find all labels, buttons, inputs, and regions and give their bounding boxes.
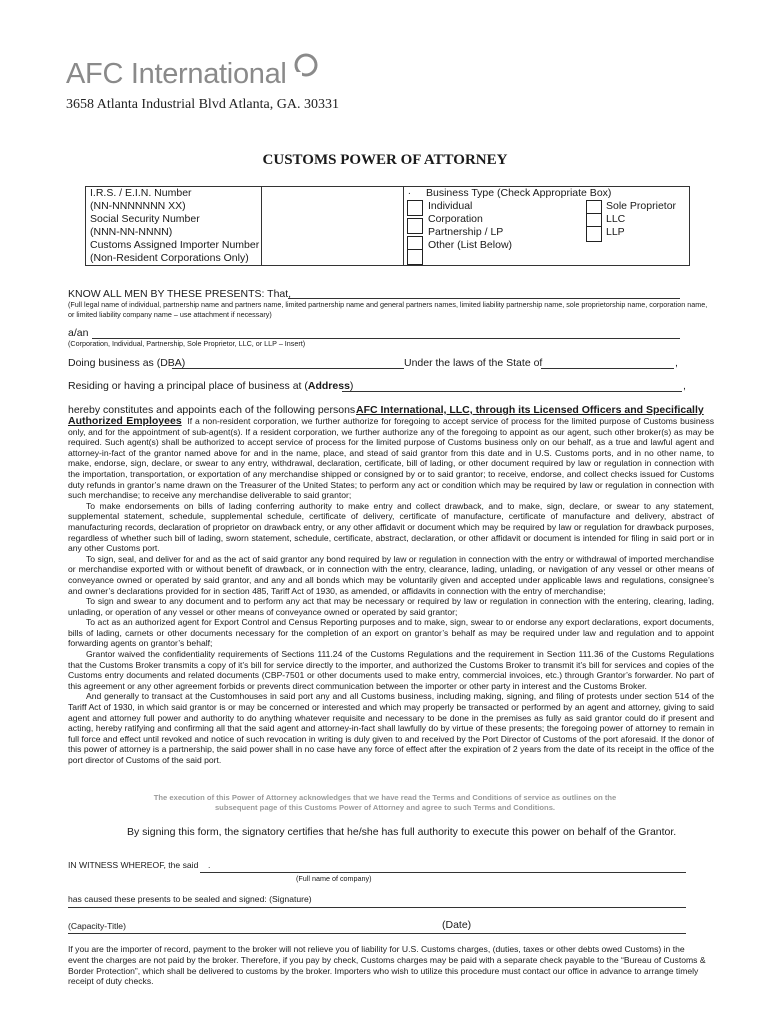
address-label-start: Residing or having a principal place of business at ( [68, 380, 308, 392]
authority-para-3: To sign, seal, and deliver for and as the act of said grantor any bond required by law or regulation in connection with the entry or withdrawal of imported merchandise or merchandise exported with or without benefit of drawback, or in connection with the entry, clearance, lading, unlading, or navigation of any vessel or other means of conveyance owned or operated by said grantor, and any and all bonds which may be voluntarily given and accepted under applicable laws and regulations, consignee’s and owner’s declarations provided for in section 485, Tariff Act of 1930, as amended, or affidavits in connection with the entry of merchandise; [68, 553, 714, 596]
authority-para-1: If a non-resident corporation, we further authorize for foregoing to accept service of process for the limited purpose of Customs business only, and for the appointment of sub-agent(s). If a resident corporation, we further authorize any of the foregoing to appoint as our agent, such other broker(s) as may be required. Such agent(s) shall be authorized to accept service of process for the limited purpose of Customs business only on our behalf, as a true and lawful agent and attorney-in-fact of the grantor named above for and in the name, place, and stead of said grantor from this date and in U.S. Customs ports, and in no other name, to make, endorse, sign, declare, or swear to any entry, withdrawal, declaration, certificate, bill of lading, or other document required by law or regulation in connection with the importation, transportation, or exportation of any merchandise shipped or consigned by or to said grantor; to receive, endorse, and collect checks issued for Customs duty refunds in grantor’s name drawn on the Treasurer of the United States; to perform any act or condition which may be required by law or regulation in connection with such merchandise; to receive any merchandise deliverable to said grantor; [68, 416, 714, 501]
sole-proprietor-label: Sole Proprietor [606, 200, 677, 212]
business-type-heading: Business Type (Check Appropriate Box) [426, 187, 612, 199]
signatory-statement: By signing this form, the signatory certifies that he/she has full authority to execute this power on behalf of the Grantor. [127, 826, 677, 838]
id-numbers-cell [86, 187, 262, 265]
company-logo-text: AFC International [66, 58, 287, 90]
llp-checkbox[interactable] [586, 226, 602, 242]
partnership-label: Partnership / LP [428, 226, 504, 238]
corporation-checkbox[interactable] [407, 218, 423, 234]
authority-para-2: To make endorsements on bills of lading conferring authority to make entry and collect drawback, and to make, sign, declare, or swear to any statement, supplemental statement, schedule, supplemental schedule, certificate of delivery, certificate of manufacture, certificate of manufacture and delivery, abstract of manufacturing records, declaration of proprietor on drawback entry, or any other affidavit or document which may be required by law or regulation for drawback purposes, regardless of whether such bill of lading, sworn statement, schedule, certificate, abstract, declaration, or other affidavit or document is intended for filing in said port or in any other Customs port. [68, 500, 714, 554]
business-type-list [428, 200, 512, 252]
appoints-lead: hereby constitutes and appoints each of the following persons [68, 404, 356, 416]
signature-field[interactable] [68, 907, 686, 908]
llp-label: LLP [606, 226, 625, 238]
address-field[interactable] [342, 391, 682, 392]
authority-body [68, 416, 714, 766]
dot-mark: . [408, 186, 411, 197]
state-laws-label: Under the laws of the State of [404, 357, 543, 369]
authority-para-6: Grantor waived the confidentiality requirements of Sections 111.24 of the Customs Regulations and the requirement in Section 111.36 of the Customs Regulations that the Customs Broker transmits a copy of it’s bill for service directly to the importer, and authorized the Customs Broker to transmit it’s bill for services and copies of the Customs entry documents and related documents (CBP-7501 or other documents used to make entry, commercial invoices, etc.) through Grantor’s forwarder. No part of this agreement or any other agreement forbids or prevents direct communication between the importer or other party in interest and the Customs Broker. [68, 649, 714, 691]
authority-para-7: And generally to transact at the Customhouses in said port any and all Customs business, including making, signing, and filing of protests under section 514 of the Tariff Act of 1930, in which said grantor is or may be concerned or interested and which may properly be transacted or performed by an agent and attorney, giving to said agent and attorney full power and authority to do anything whatever requisite and necessary to be done in the premises as fully as said grantor could do if present and acting, hereby ratifying and confirming all that the said agent and attorney-in-fact shall lawfully do by virtue of these presents; the foregoing power of attorney to remain in full force and effect until revoked and notice of such revocation in writing is duly given to and received by the Port Director of Customs of the port aforesaid. If the donor of this power of attorney is a partnership, the said power shall in no case have any force of effect after the expiration of 2 years from the date of its receipt in the office of the port director of Customs of the said port. [68, 691, 714, 765]
terms-note-line-2: subsequent page of this Customs Power of Attorney and agree to such Terms and Conditions. [214, 803, 556, 812]
dba-label: Doing business as (DBA) [68, 357, 186, 369]
witness-label: IN WITNESS WHEREOF, the said [68, 860, 199, 870]
entity-type-note: (Corporation, Individual, Partnership, Sole Proprietor, LLC, or LLP – Insert) [68, 339, 306, 348]
authority-para-4: To sign and swear to any document and to perform any act that may be necessary or required by law or regulation in connection with the entering, clearing, lading, unlading, or operation of any vessel or other means of conveyance owned or operated by said grantor; [68, 596, 714, 617]
id-number-entry-field[interactable] [262, 187, 404, 265]
comma-mark: , [675, 357, 678, 369]
address-label-end: ) [349, 380, 354, 392]
company-address: 3658 Atlanta Industrial Blvd Atlanta, GA. 30331 [66, 97, 339, 112]
individual-label: Individual [428, 200, 473, 212]
ssn-format: (NNN-NN-NNNN) [90, 226, 173, 238]
entity-type-label: a/an [68, 327, 89, 339]
address-label-bold: Address [307, 380, 350, 392]
capacity-title-label: (Capacity-Title) [68, 921, 126, 931]
document-title: CUSTOMS POWER OF ATTORNEY [262, 152, 508, 168]
appointee-line-2: Authorized Employees [68, 415, 182, 427]
ein-format: (NN-NNNNNNN XX) [90, 200, 186, 212]
appointee-line-1: AFC International, LLC, through its Licensed Officers and Specifically [356, 404, 704, 416]
terms-note-line-1: The execution of this Power of Attorney acknowledges that we have read the Terms and Conditions of service as outlines on the [153, 793, 617, 802]
comma-mark-2: , [683, 380, 686, 392]
state-field[interactable] [541, 368, 674, 369]
business-type-cell [404, 187, 689, 265]
grantor-name-field[interactable] [288, 298, 680, 299]
other-label: Other (List Below) [428, 239, 513, 251]
grantor-name-note: (Full legal name of individual, partnership name and partners name, limited partnership name and general partners names, limited liability partnership name, sole proprietorship name, corporation name, or limited liability company name – use attachment if necessary) [68, 300, 708, 319]
logo-ring-icon [291, 50, 321, 80]
other-checkbox[interactable] [407, 249, 423, 265]
address-label [68, 380, 353, 392]
business-type-list-2 [606, 200, 676, 239]
company-name-note: (Full name of company) [296, 874, 372, 883]
llc-label: LLC [606, 213, 626, 225]
capacity-date-line[interactable] [68, 933, 686, 934]
sealed-label: has caused these presents to be sealed and signed: (Signature) [68, 894, 312, 904]
terms-note [100, 793, 670, 813]
date-label: (Date) [442, 919, 472, 931]
importer-number-label: Customs Assigned Importer Number [90, 239, 260, 251]
authority-para-5: To act as an authorized agent for Export Control and Census Reporting purposes and to make, sign, swear to or endorse any export declarations, export documents, bills of lading, carnets or other documents necessary for the completion of an export on grantor’s behalf as may be required under law and regulation and to appoint forwarding agents on grantor’s behalf; [68, 617, 714, 649]
know-all-label: KNOW ALL MEN BY THESE PRESENTS: That, [68, 288, 292, 300]
company-name-field[interactable] [200, 872, 686, 873]
individual-checkbox[interactable] [407, 200, 423, 216]
ssn-label: Social Security Number [90, 213, 200, 225]
importer-number-note: (Non-Resident Corporations Only) [90, 252, 249, 264]
corporation-label: Corporation [428, 213, 483, 225]
footer-note: If you are the importer of record, payment to the broker will not relieve you of liability for U.S. Customs charges, (duties, taxes or other debts owed Customs) in the event the charges are not paid by the broker. Therefore, if you pay by check, Customs charges may be paid with a separate check payable to the “Bureau of Customs & Border Protection”, which shall be delivered to customs by the broker. Importers who wish to utilize this procedure must contact our office in advance to arrange timely receipt of duty checks. [68, 944, 706, 987]
ein-label: I.R.S. / E.I.N. Number [90, 187, 192, 199]
dba-field[interactable] [172, 368, 404, 369]
info-table [85, 186, 690, 266]
dot-mark-2: . [208, 860, 211, 870]
